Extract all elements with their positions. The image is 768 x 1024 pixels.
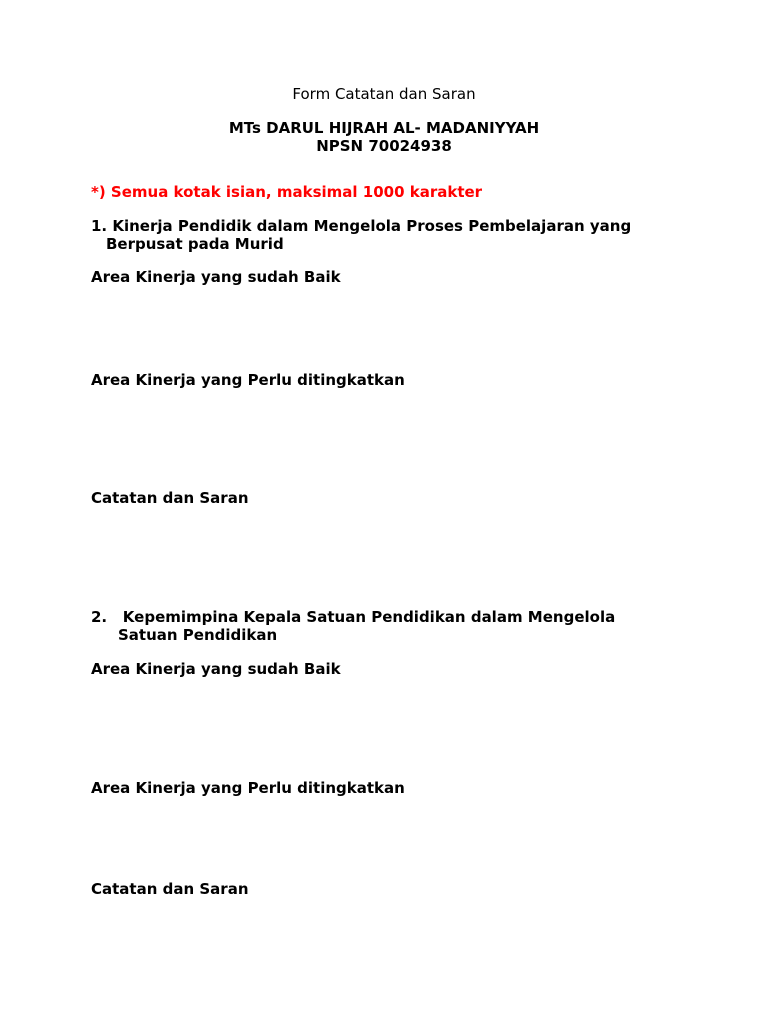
section-1-field-improve: Area Kinerja yang Perlu ditingkatkan [91,371,405,389]
npsn-number: NPSN 70024938 [316,137,452,155]
section-2-heading-continued: Satuan Pendidikan [118,626,278,644]
section-2-field-good: Area Kinerja yang sudah Baik [91,660,341,678]
character-limit-note: *) Semua kotak isian, maksimal 1000 karakter [91,183,483,201]
section-1-field-good: Area Kinerja yang sudah Baik [91,268,341,286]
section-1-field-notes: Catatan dan Saran [91,489,249,507]
section-1-heading-continued: Berpusat pada Murid [106,235,284,253]
section-2-heading: 2. Kepemimpina Kepala Satuan Pendidikan dalam Mengelola [91,608,616,626]
section-2-field-improve: Area Kinerja yang Perlu ditingkatkan [91,779,405,797]
form-title: Form Catatan dan Saran [292,85,476,103]
school-name: MTs DARUL HIJRAH AL- MADANIYYAH [228,119,540,137]
section-1-heading: 1. Kinerja Pendidik dalam Mengelola Proses Pembelajaran yang [91,217,632,235]
section-2-field-notes: Catatan dan Saran [91,880,249,898]
